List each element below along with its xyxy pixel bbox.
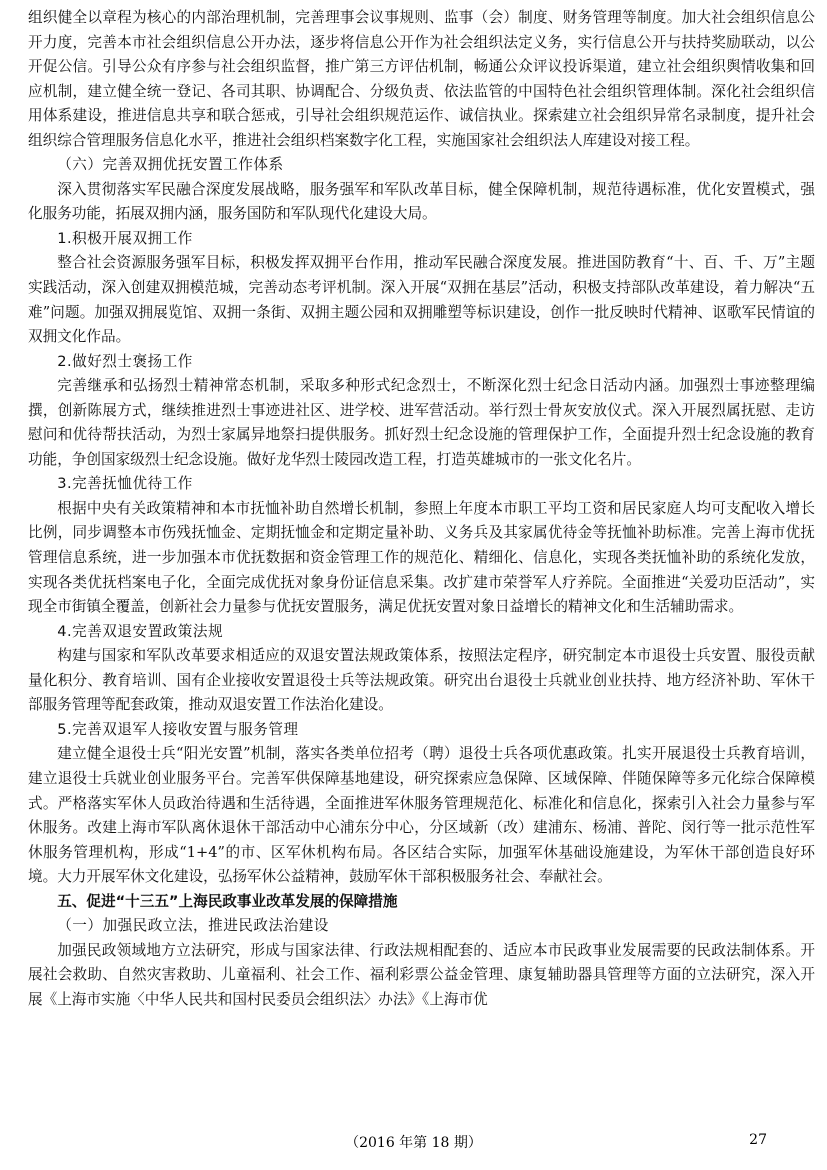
subheading-4: 4.完善双退安置政策法规 <box>57 622 224 640</box>
page-number: 27 <box>749 1132 767 1148</box>
paragraph-section-6-intro: 深入贯彻落实军民融合深度发展战略，服务强军和军队改革目标，健全保障机制，规范待遇标准，优化安置模式，强化服务功能，拓展双拥内涵，服务国防和军队现代化建设大局。 <box>28 180 815 223</box>
page-footer <box>0 1132 827 1156</box>
paragraph-subsection-3: 根据中央有关政策精神和本市抚恤补助自然增长机制，参照上年度本市职工平均工资和居民家庭人均可支配收入增长比例，同步调整本市伤残抚恤金、定期抚恤金和定期定量补助、义务兵及其家属优待金等抚恤补助标准。完善上海市优抚管理信息系统，进一步加强本市优抚数据和资金管理工作的规范化、精细化、信息化，实现各类抚恤补助的系统化发放，实现各类优抚档案电子化，全面完成优抚对象身份证信息采集。改扩建市荣誉军人疗养院。全面推进“关爱功臣活动”，实现全市街镇全覆盖，创新社会力量参与优抚安置服务，满足优抚安置对象日益增长的精神文化和生活辅助需求。 <box>28 499 815 616</box>
paragraph-subsection-4: 构建与国家和军队改革要求相适应的双退安置法规政策体系，按照法定程序，研究制定本市退役士兵安置、服役贡献量化积分、教育培训、国有企业接收安置退役士兵等法规政策。研究出台退役士兵就业创业扶持、地方经济补助、军休干部服务管理等配套政策，推动双退安置工作法治化建设。 <box>28 647 815 714</box>
issue-label: （2016 年第 18 期） <box>345 1135 482 1151</box>
subheading-2: 2.做好烈士褒扬工作 <box>57 352 193 370</box>
chapter-heading-5: 五、促进“十三五”上海民政事业改革发展的保障措施 <box>57 892 398 910</box>
paragraph-subsection-2: 完善继承和弘扬烈士精神常态机制，采取多种形式纪念烈士，不断深化烈士纪念日活动内涵。加强烈士事迹整理编撰，创新陈展方式，继续推进烈士事迹进社区、进学校、进军营活动。举行烈士骨灰安放仪式。深入开展烈属抚慰、走访慰问和优待帮扶活动，为烈士家属异地祭扫提供服务。抓好烈士纪念设施的管理保护工作，全面提升烈士纪念设施的教育功能，争创国家级烈士纪念设施。做好龙华烈士陵园改造工程，打造英雄城市的一张文化名片。 <box>28 377 815 468</box>
paragraph-section-5-1: 加强民政领域地方立法研究，形成与国家法律、行政法规相配套的、适应本市民政事业发展需要的民政法制体系。开展社会救助、自然灾害救助、儿童福利、社会工作、福利彩票公益金管理、康复辅助器具管理等方面的立法研究，深入开展《上海市实施〈中华人民共和国村民委员会组织法〉办法》《上海市优 <box>28 941 815 1008</box>
subheading-3: 3.完善抚恤优待工作 <box>57 475 193 493</box>
section-heading-6: （六）完善双拥优抚安置工作体系 <box>57 156 284 174</box>
section-heading-5-1: （一）加强民政立法，推进民政法治建设 <box>57 917 329 935</box>
paragraph-subsection-5: 建立健全退役士兵“阳光安置”机制，落实各类单位招考（聘）退役士兵各项优惠政策。扎实开展退役士兵教育培训，建立退役士兵就业创业服务平台。完善军供保障基地建设，研究探索应急保障、区域保障、伴随保障等多元化综合保障模式。严格落实军休人员政治待遇和生活待遇，全面推进军休服务管理规范化、标准化和信息化，探索引入社会力量参与军休服务。改建上海市军队离休退休干部活动中心浦东分中心，分区域新（改）建浦东、杨浦、普陀、闵行等一批示范性军休服务管理机构，形成“1+4”的市、区军休机构布局。各区结合实际，加强军休基础设施建设，为军休干部创造良好环境。大力开展军休文化建设，弘扬军休公益精神，鼓励军休干部积极服务社会、奉献社会。 <box>28 745 815 886</box>
subheading-1: 1.积极开展双拥工作 <box>57 229 193 247</box>
subheading-5: 5.完善双退军人接收安置与服务管理 <box>57 720 299 738</box>
paragraph-subsection-1: 整合社会资源服务强军目标，积极发挥双拥平台作用，推动军民融合深度发展。推进国防教育“十、百、千、万”主题实践活动，深入创建双拥模范城，完善动态考评机制。深入开展“双拥在基层”活动，积极支持部队改革建设，着力解决“五难”问题。加强双拥展览馆、双拥一条街、双拥主题公园和双拥雕塑等标识建设，创作一批反映时代精神、讴歌军民情谊的双拥文化作品。 <box>28 254 815 346</box>
paragraph-org-governance: 组织健全以章程为核心的内部治理机制，完善理事会议事规则、监事（会）制度、财务管理等制度。加大社会组织信息公开力度，完善本市社会组织信息公开办法，逐步将信息公开作为社会组织法定义务，实行信息公开与扶持奖励联动，以公开促公信。引导公众有序参与社会组织监督，推广第三方评估机制，畅通公众评议投诉渠道，建立社会组织舆情收集和回应机制，建立健全统一登记、各司其职、协调配合、分级负责、依法监管的中国特色社会组织管理体制。深化社会组织信用体系建设，推进信息共享和联合惩戒，引导社会组织规范运作、诚信执业。探索建立社会组织异常名录制度，提升社会组织综合管理服务信息化水平，推进社会组织档案数字化工程，实施国家社会组织法人库建设对接工程。 <box>28 9 815 149</box>
